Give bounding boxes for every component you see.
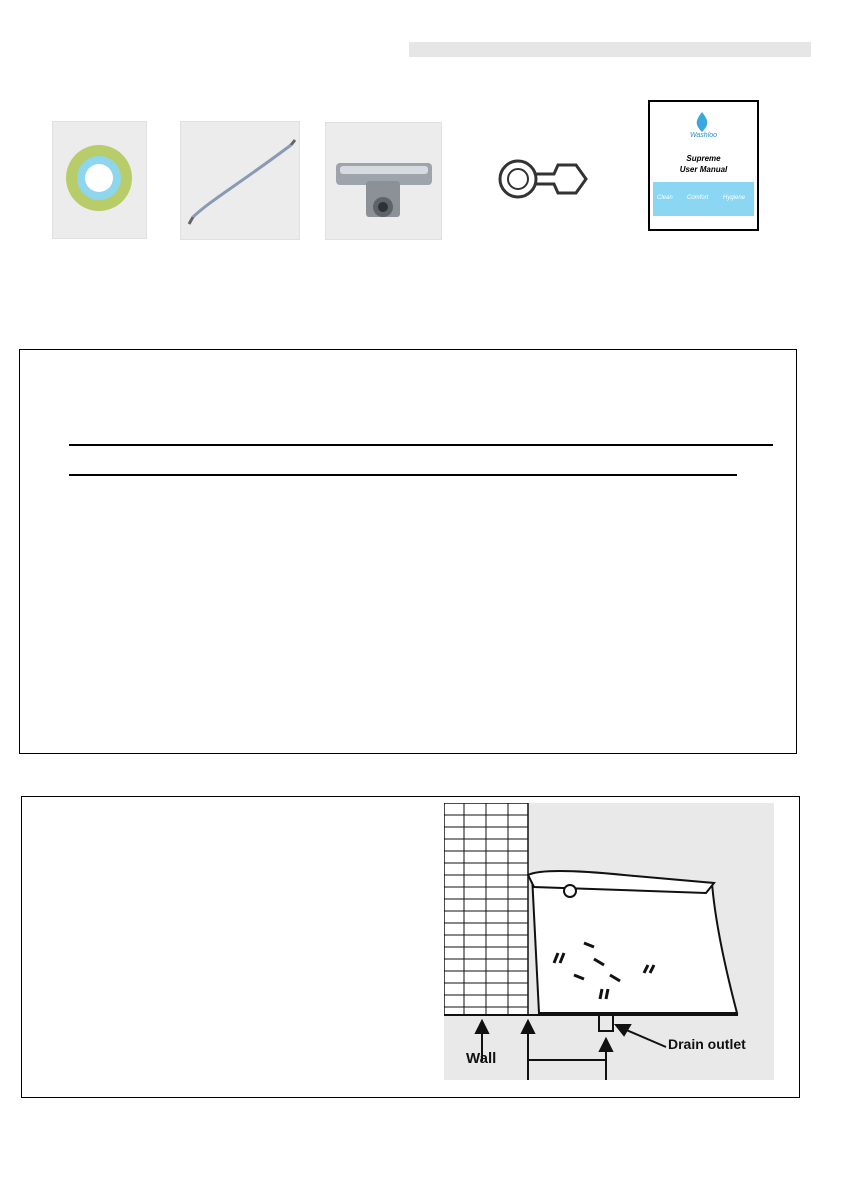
content-box-1 xyxy=(19,349,797,754)
t-valve-photo xyxy=(325,122,442,240)
header-bar xyxy=(409,42,811,57)
wrench-icon xyxy=(496,150,590,208)
manual-band xyxy=(653,182,754,216)
band-word-hygiene: Hygiene xyxy=(723,195,746,201)
band-word-comfort: Comfort xyxy=(687,195,709,201)
water-drop-icon xyxy=(690,110,714,134)
band-word-clean: Clean xyxy=(657,195,673,201)
horizontal-rule-1 xyxy=(69,444,773,446)
rubber-washer-icon xyxy=(53,122,146,238)
drain-outlet-label: Drain outlet xyxy=(668,1036,746,1052)
hose-photo xyxy=(180,121,300,240)
toilet-installation-diagram xyxy=(444,803,774,1080)
t-valve-icon xyxy=(326,123,441,239)
manual-title-line1: Supreme xyxy=(686,154,721,163)
wall-label: Wall xyxy=(466,1050,497,1067)
hose-icon xyxy=(181,122,299,239)
manual-title-line2: User Manual xyxy=(679,165,728,174)
user-manual-cover xyxy=(648,100,759,231)
horizontal-rule-2 xyxy=(69,474,737,476)
rubber-washer-photo xyxy=(52,121,147,239)
manual-brand: Washloo xyxy=(689,132,718,139)
